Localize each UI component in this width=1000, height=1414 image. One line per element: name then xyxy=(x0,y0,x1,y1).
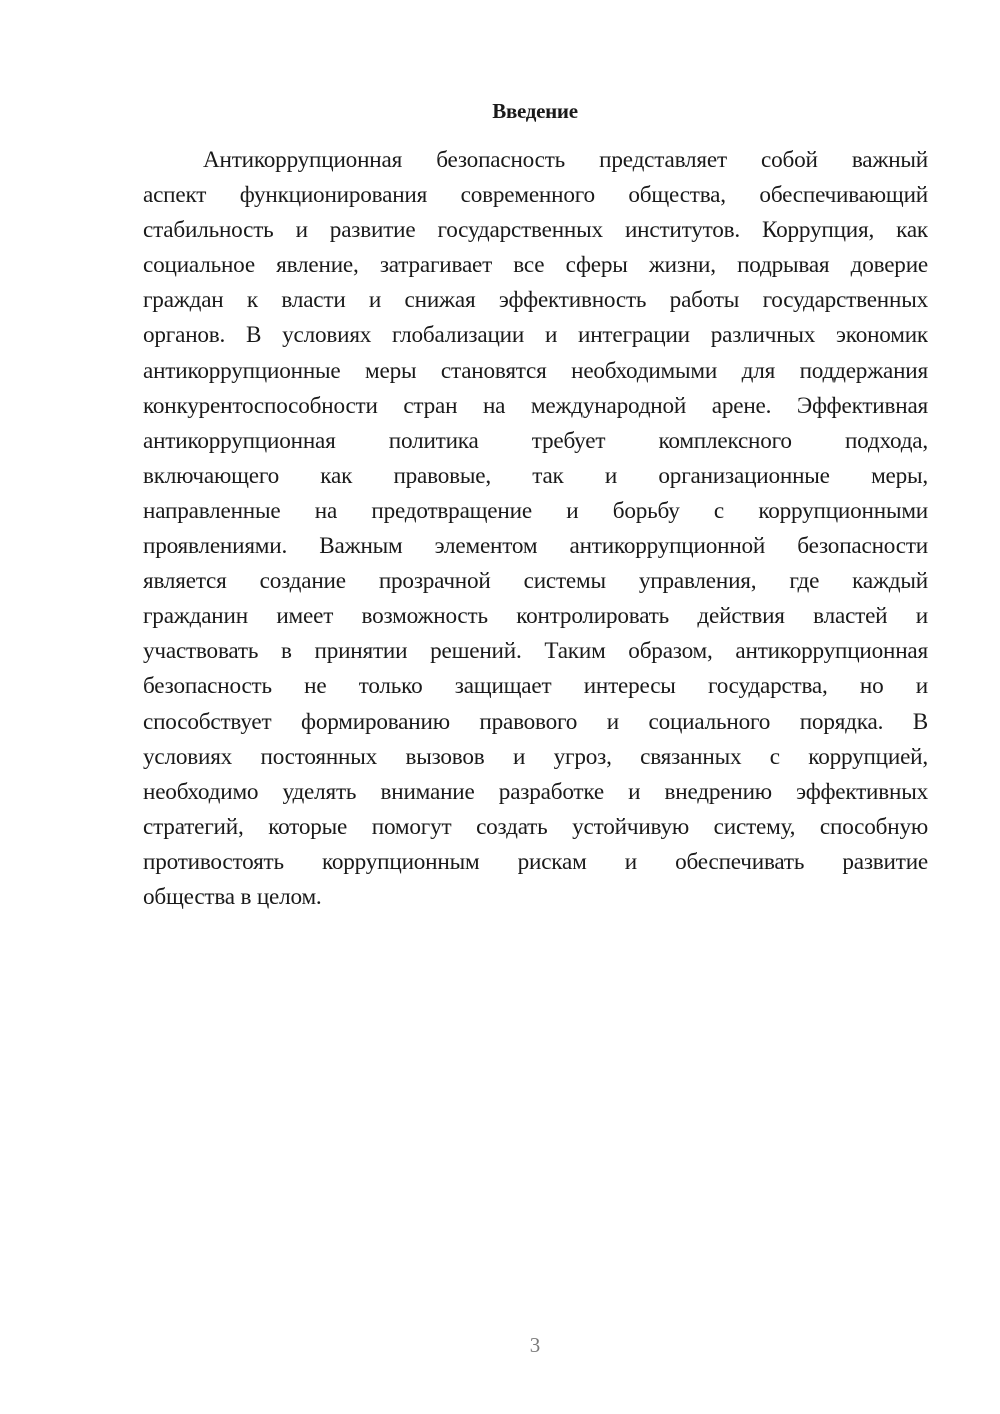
page-number: 3 xyxy=(529,1333,541,1357)
paragraph-line: включающего как правовые, так и организационные меры, xyxy=(143,462,928,489)
paragraph-line: антикоррупционная политика требует комплексного подхода, xyxy=(143,427,928,454)
paragraph-line: противостоять коррупционным рискам и обеспечивать развитие xyxy=(143,848,928,875)
paragraph-line: безопасность не только защищает интересы государства, но и xyxy=(143,673,928,700)
paragraph-line: условиях постоянных вызовов и угроз, связанных с коррупцией, xyxy=(143,743,928,770)
paragraph-line: участвовать в принятии решений. Таким образом, антикоррупционная xyxy=(143,638,928,665)
section-heading: Введение xyxy=(492,99,578,123)
paragraph-line: социальное явление, затрагивает все сферы жизни, подрывая доверие xyxy=(143,252,928,279)
paragraph-line: проявлениями. Важным элементом антикоррупционной безопасности xyxy=(143,533,928,560)
paragraph-line: антикоррупционные меры становятся необходимыми для поддержания xyxy=(143,357,928,384)
paragraph-line: аспект функционирования современного общества, обеспечивающий xyxy=(143,182,928,209)
paragraph-line: способствует формированию правового и социального порядка. В xyxy=(143,708,928,735)
paragraph-line: является создание прозрачной системы управления, где каждый xyxy=(143,568,928,595)
introduction-paragraph xyxy=(143,143,928,915)
paragraph-line: направленные на предотвращение и борьбу с коррупционными xyxy=(143,497,928,524)
paragraph-line: общества в целом. xyxy=(143,883,322,910)
paragraph-line: органов. В условиях глобализации и интеграции различных экономик xyxy=(143,322,928,349)
paragraph-line: Антикоррупционная безопасность представляет собой важный xyxy=(203,147,928,173)
paragraph-line: граждан к власти и снижая эффективность работы государственных xyxy=(143,287,928,314)
paragraph-line: гражданин имеет возможность контролировать действия властей и xyxy=(143,603,928,630)
paragraph-line: конкурентоспособности стран на международной арене. Эффективная xyxy=(143,392,928,419)
paragraph-line: стратегий, которые помогут создать устойчивую систему, способную xyxy=(143,813,928,840)
paragraph-line: стабильность и развитие государственных институтов. Коррупция, как xyxy=(143,217,928,244)
paragraph-line: необходимо уделять внимание разработке и внедрению эффективных xyxy=(143,778,928,805)
